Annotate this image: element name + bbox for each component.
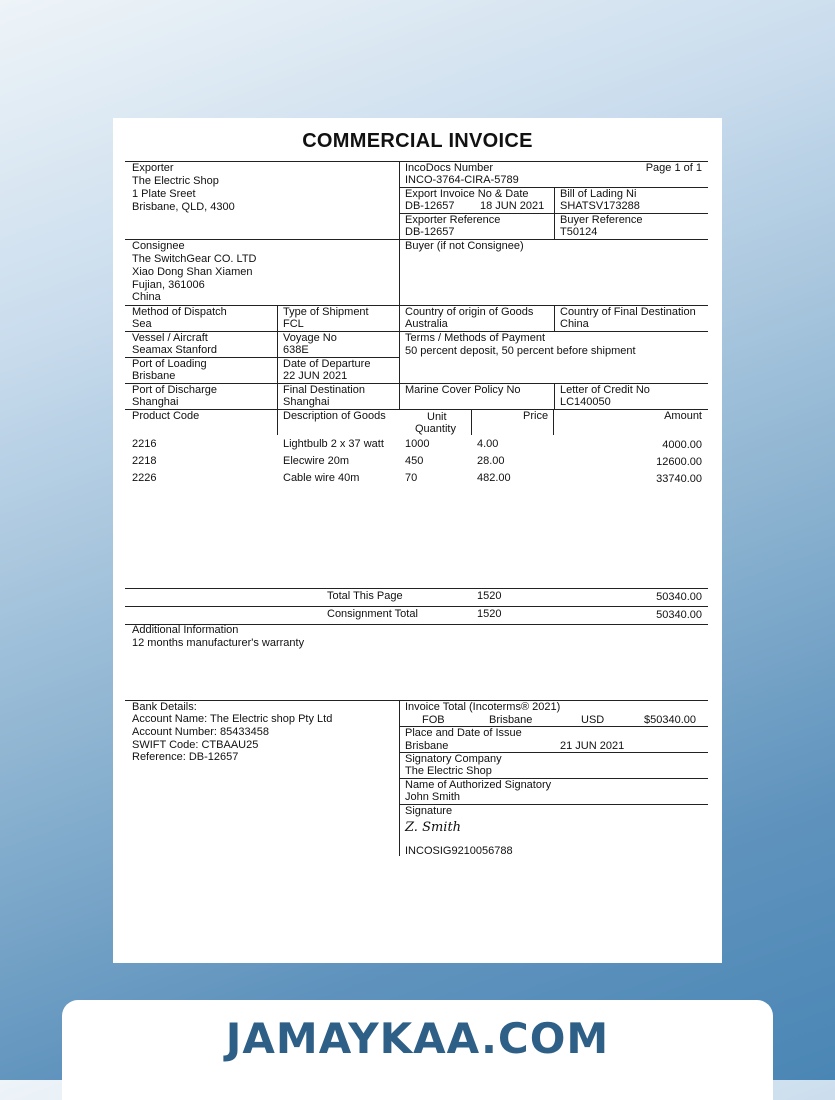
buyer-label: Buyer (if not Consignee) <box>405 240 524 252</box>
invoice-total-currency: USD <box>581 714 605 726</box>
column-divider <box>554 383 555 409</box>
signature-label: Signature <box>405 805 453 817</box>
page-number: Page 1 of 1 <box>645 162 702 174</box>
vessel-value: Seamax Stanford <box>132 344 217 356</box>
origin-value: Australia <box>405 318 448 330</box>
incodocs-number: INCO-3764-CIRA-5789 <box>405 174 519 186</box>
website-watermark-text: JAMAYKAA.COM <box>225 1014 610 1063</box>
column-header-price: Price <box>523 410 549 422</box>
item-code: 2216 <box>132 438 157 450</box>
column-header-product-code: Product Code <box>132 410 200 422</box>
invoice-total-label: Invoice Total (Incoterms® 2021) <box>405 701 561 713</box>
item-description: Elecwire 20m <box>283 455 350 467</box>
commercial-invoice-document <box>113 118 722 963</box>
totals-top-border <box>125 588 708 589</box>
consignee-address-line1: Xiao Dong Shan Xiamen <box>132 266 253 278</box>
item-price: 482.00 <box>477 472 511 484</box>
document-title: COMMERCIAL INVOICE <box>302 130 533 152</box>
signature-image: Z. Smith <box>405 820 462 835</box>
invoice-total-amount: $50340.00 <box>644 714 696 726</box>
column-divider <box>471 409 472 435</box>
payment-terms-label: Terms / Methods of Payment <box>405 332 545 344</box>
issue-label: Place and Date of Issue <box>405 727 522 739</box>
buyer-reference-value: T50124 <box>560 226 598 238</box>
items-header-top <box>125 409 708 410</box>
bank-swift-code: SWIFT Code: CTBAAU25 <box>132 739 259 751</box>
export-invoice-label: Export Invoice No & Date <box>405 188 529 200</box>
departure-date-value: 22 JUN 2021 <box>283 370 348 382</box>
column-divider <box>553 409 554 435</box>
consignment-total-quantity: 1520 <box>477 608 502 620</box>
export-invoice-number: DB-12657 <box>405 200 455 212</box>
bank-details-label: Bank Details: <box>132 701 197 713</box>
signature-code: INCOSIG9210056788 <box>405 845 513 857</box>
bill-of-lading-number: SHATSV173288 <box>560 200 640 212</box>
bank-account-number: Account Number: 85433458 <box>132 726 269 738</box>
signatory-company-label: Signatory Company <box>405 753 502 765</box>
column-header-description: Description of Goods <box>283 410 386 422</box>
marine-policy-label: Marine Cover Policy No <box>405 384 521 396</box>
vessel-label: Vessel / Aircraft <box>132 332 208 344</box>
discharge-port-value: Shanghai <box>132 396 179 408</box>
bank-reference: Reference: DB-12657 <box>132 751 239 763</box>
column-divider <box>399 161 400 409</box>
bill-of-lading-label: Bill of Lading Ni <box>560 188 637 200</box>
voyage-label: Voyage No <box>283 332 337 344</box>
issue-date: 21 JUN 2021 <box>560 740 625 752</box>
consignment-total-label: Consignment Total <box>327 608 418 620</box>
item-quantity: 70 <box>405 472 418 484</box>
shipment-type-label: Type of Shipment <box>283 306 369 318</box>
column-divider <box>554 187 555 239</box>
total-page-amount: 50340.00 <box>656 591 702 603</box>
payment-terms-value: 50 percent deposit, 50 percent before shipment <box>405 345 636 357</box>
divider <box>125 606 708 607</box>
final-destination-label: Final Destination <box>283 384 365 396</box>
column-divider <box>554 305 555 331</box>
column-divider <box>277 305 278 409</box>
bank-account-name: Account Name: The Electric shop Pty Ltd <box>132 713 333 725</box>
consignment-total-amount: 50340.00 <box>656 609 702 621</box>
item-code: 2226 <box>132 472 157 484</box>
final-destination-value: Shanghai <box>283 396 330 408</box>
item-code: 2218 <box>132 455 157 467</box>
consignee-label: Consignee <box>132 240 185 252</box>
column-header-unit: Unit <box>427 411 447 423</box>
consignee-address-line2: Fujian, 361006 <box>132 279 205 291</box>
destination-country-label: Country of Final Destination <box>560 306 696 318</box>
signatory-company-value: The Electric Shop <box>405 765 492 777</box>
item-quantity: 450 <box>405 455 424 467</box>
issue-place: Brisbane <box>405 740 449 752</box>
column-divider <box>277 409 278 435</box>
item-price: 28.00 <box>477 455 505 467</box>
export-invoice-date: 18 JUN 2021 <box>480 200 545 212</box>
exporter-name: The Electric Shop <box>132 175 219 187</box>
departure-date-label: Date of Departure <box>283 358 371 370</box>
dispatch-label: Method of Dispatch <box>132 306 227 318</box>
shipment-type-value: FCL <box>283 318 304 330</box>
authorized-signatory-value: John Smith <box>405 791 461 803</box>
exporter-address-line2: Brisbane, QLD, 4300 <box>132 201 235 213</box>
authorized-signatory-label: Name of Authorized Signatory <box>405 779 552 791</box>
item-price: 4.00 <box>477 438 499 450</box>
incodocs-label: IncoDocs Number <box>405 162 494 174</box>
exporter-reference-value: DB-12657 <box>405 226 455 238</box>
exporter-address-line1: 1 Plate Sreet <box>132 188 196 200</box>
invoice-total-incoterm: FOB <box>422 714 445 726</box>
consignee-name: The SwitchGear CO. LTD <box>132 253 257 265</box>
buyer-reference-label: Buyer Reference <box>560 214 643 226</box>
consignee-country: China <box>132 291 161 303</box>
item-amount: 12600.00 <box>656 456 702 468</box>
total-page-label: Total This Page <box>327 590 403 602</box>
item-quantity: 1000 <box>405 438 430 450</box>
origin-label: Country of origin of Goods <box>405 306 534 318</box>
exporter-label: Exporter <box>132 162 174 174</box>
destination-country-value: China <box>560 318 589 330</box>
column-divider <box>399 700 400 856</box>
item-description: Lightbulb 2 x 37 watt <box>283 438 384 450</box>
website-banner <box>62 1000 773 1100</box>
column-header-quantity: Quantity <box>415 423 456 435</box>
discharge-port-label: Port of Discharge <box>132 384 217 396</box>
loading-port-value: Brisbane <box>132 370 176 382</box>
item-description: Cable wire 40m <box>283 472 360 484</box>
letter-of-credit-label: Letter of Credit No <box>560 384 650 396</box>
loading-port-label: Port of Loading <box>132 358 207 370</box>
additional-info-label: Additional Information <box>132 624 239 636</box>
item-amount: 4000.00 <box>662 439 702 451</box>
exporter-reference-label: Exporter Reference <box>405 214 501 226</box>
item-amount: 33740.00 <box>656 473 702 485</box>
additional-info-value: 12 months manufacturer's warranty <box>132 637 305 649</box>
voyage-value: 638E <box>283 344 309 356</box>
total-page-quantity: 1520 <box>477 590 502 602</box>
column-header-amount: Amount <box>664 410 702 422</box>
letter-of-credit-value: LC140050 <box>560 396 611 408</box>
dispatch-value: Sea <box>132 318 152 330</box>
invoice-total-place: Brisbane <box>489 714 533 726</box>
